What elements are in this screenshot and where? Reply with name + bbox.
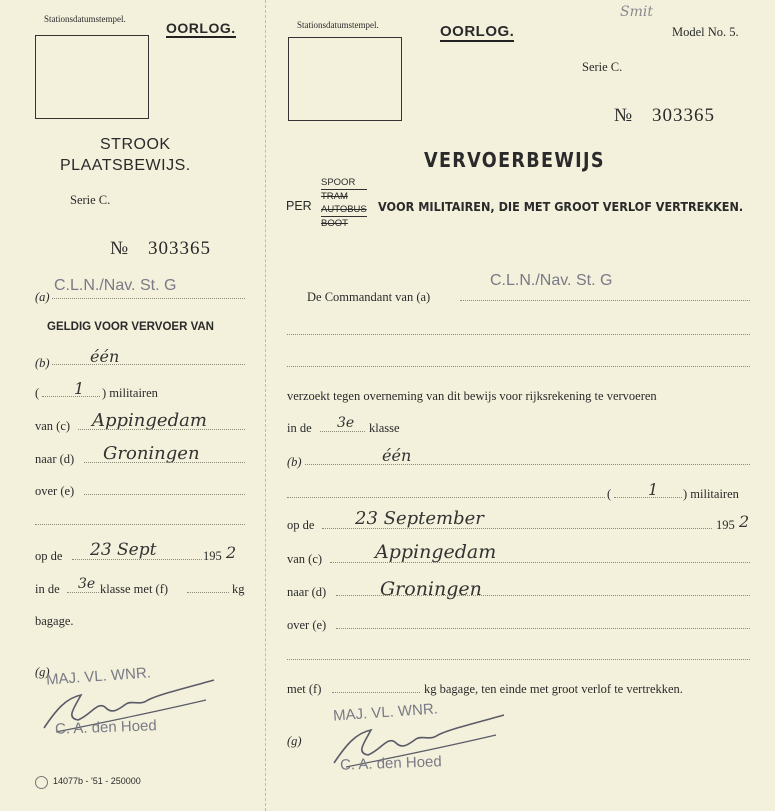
right-via-label: over (e): [287, 618, 327, 632]
left-class-value: 3e: [78, 576, 96, 592]
left-class-text: klasse met (f): [100, 582, 169, 596]
left-count-open: (: [35, 386, 40, 400]
printer-mark-icon: [35, 776, 48, 789]
commandant-value: C.L.N./Nav. St. G: [490, 272, 613, 289]
right-date-label: op de: [287, 518, 315, 532]
perforation-line: [265, 0, 266, 811]
left-valid-for: GELDIG VOOR VERVOER VAN: [47, 321, 214, 333]
mode-boot: BOOT: [321, 218, 348, 229]
voucher-subtitle: VOOR MILITAIREN, DIE MET GROOT VERLOF VERTREKKEN.: [378, 199, 744, 214]
left-count-close: ) militairen: [102, 386, 158, 400]
left-station-stamp-box: [35, 35, 149, 119]
right-count-close: ) militairen: [683, 487, 739, 501]
left-from-value: Appingedam: [92, 410, 207, 431]
left-from-label: van (c): [35, 419, 71, 433]
left-baggage: bagage.: [35, 614, 74, 628]
right-g-label: (g): [287, 734, 302, 748]
left-footer-code: 14077b - '51 - 250000: [53, 776, 141, 786]
right-war-heading: OORLOG.: [440, 23, 515, 40]
right-signature-name: C. A. den Hoed: [339, 753, 443, 774]
mode-autobus: AUTOBUS: [321, 204, 367, 215]
left-title-line2: PLAATSBEWIJS.: [60, 157, 191, 174]
right-serie: Serie C.: [582, 60, 623, 74]
per-label: PER: [286, 199, 312, 213]
right-stamp-label: Stationsdatumstempel.: [297, 20, 379, 30]
right-b-value: één: [382, 446, 412, 465]
left-g-label: (g): [35, 665, 50, 679]
left-via-label: over (e): [35, 484, 75, 498]
request-text: verzoekt tegen overneming van dit bewijs voor rijksrekening te vervoeren: [287, 389, 657, 403]
right-year-prefix: 195: [716, 518, 735, 532]
model-number: Model No. 5.: [672, 25, 739, 39]
left-date-value: 23 Sept: [90, 540, 157, 560]
left-serie: Serie C.: [70, 193, 111, 207]
right-from-value: Appingedam: [375, 541, 497, 563]
right-number-symbol: №: [614, 105, 633, 126]
left-b-value: één: [90, 347, 120, 366]
left-stamp-label: Stationsdatumstempel.: [44, 14, 126, 24]
left-year-suffix: 2: [226, 543, 237, 562]
mode-tram: TRAM: [321, 191, 348, 202]
right-count-value: 1: [648, 480, 659, 499]
right-b-label: (b): [287, 455, 302, 469]
right-to-label: naar (d): [287, 585, 327, 599]
right-with-label: met (f): [287, 682, 322, 696]
left-count-value: 1: [74, 379, 85, 398]
right-count-open: (: [607, 487, 612, 501]
left-date-label: op de: [35, 549, 63, 563]
left-serial-number: 303365: [148, 238, 211, 259]
right-class-text: klasse: [369, 421, 400, 435]
left-kg: kg: [232, 582, 245, 596]
commandant-label: De Commandant van (a): [307, 290, 431, 304]
left-signature-rank: MAJ. VL. WNR.: [45, 664, 152, 689]
left-war-heading: OORLOG.: [166, 20, 236, 36]
transport-modes: [321, 176, 367, 230]
left-year-prefix: 195: [203, 549, 222, 563]
mode-spoor: SPOOR: [321, 176, 367, 190]
pencil-note: Smit: [620, 4, 653, 20]
left-to-label: naar (d): [35, 452, 75, 466]
left-number-symbol: №: [110, 238, 129, 259]
left-class-label: in de: [35, 582, 60, 596]
left-title-line1: STROOK: [100, 136, 171, 153]
right-class-value: 3e: [337, 415, 355, 431]
right-serial-number: 303365: [652, 105, 715, 126]
right-class-label: in de: [287, 421, 312, 435]
left-a-label: (a): [35, 290, 50, 304]
right-to-value: Groningen: [380, 578, 482, 600]
left-b-label: (b): [35, 356, 50, 370]
left-a-value: C.L.N./Nav. St. G: [54, 277, 177, 294]
left-to-value: Groningen: [103, 443, 200, 464]
right-with-text: kg bagage, ten einde met groot verlof te vertrekken.: [424, 682, 683, 696]
right-year-suffix: 2: [739, 512, 750, 531]
right-date-value: 23 September: [355, 508, 484, 529]
right-signature-rank: MAJ. VL. WNR.: [332, 700, 439, 725]
voucher-title: VERVOERBEWIJS: [424, 148, 605, 172]
left-signature-name: C. A. den Hoed: [54, 717, 158, 738]
right-from-label: van (c): [287, 552, 323, 566]
right-station-stamp-box: [288, 37, 402, 121]
